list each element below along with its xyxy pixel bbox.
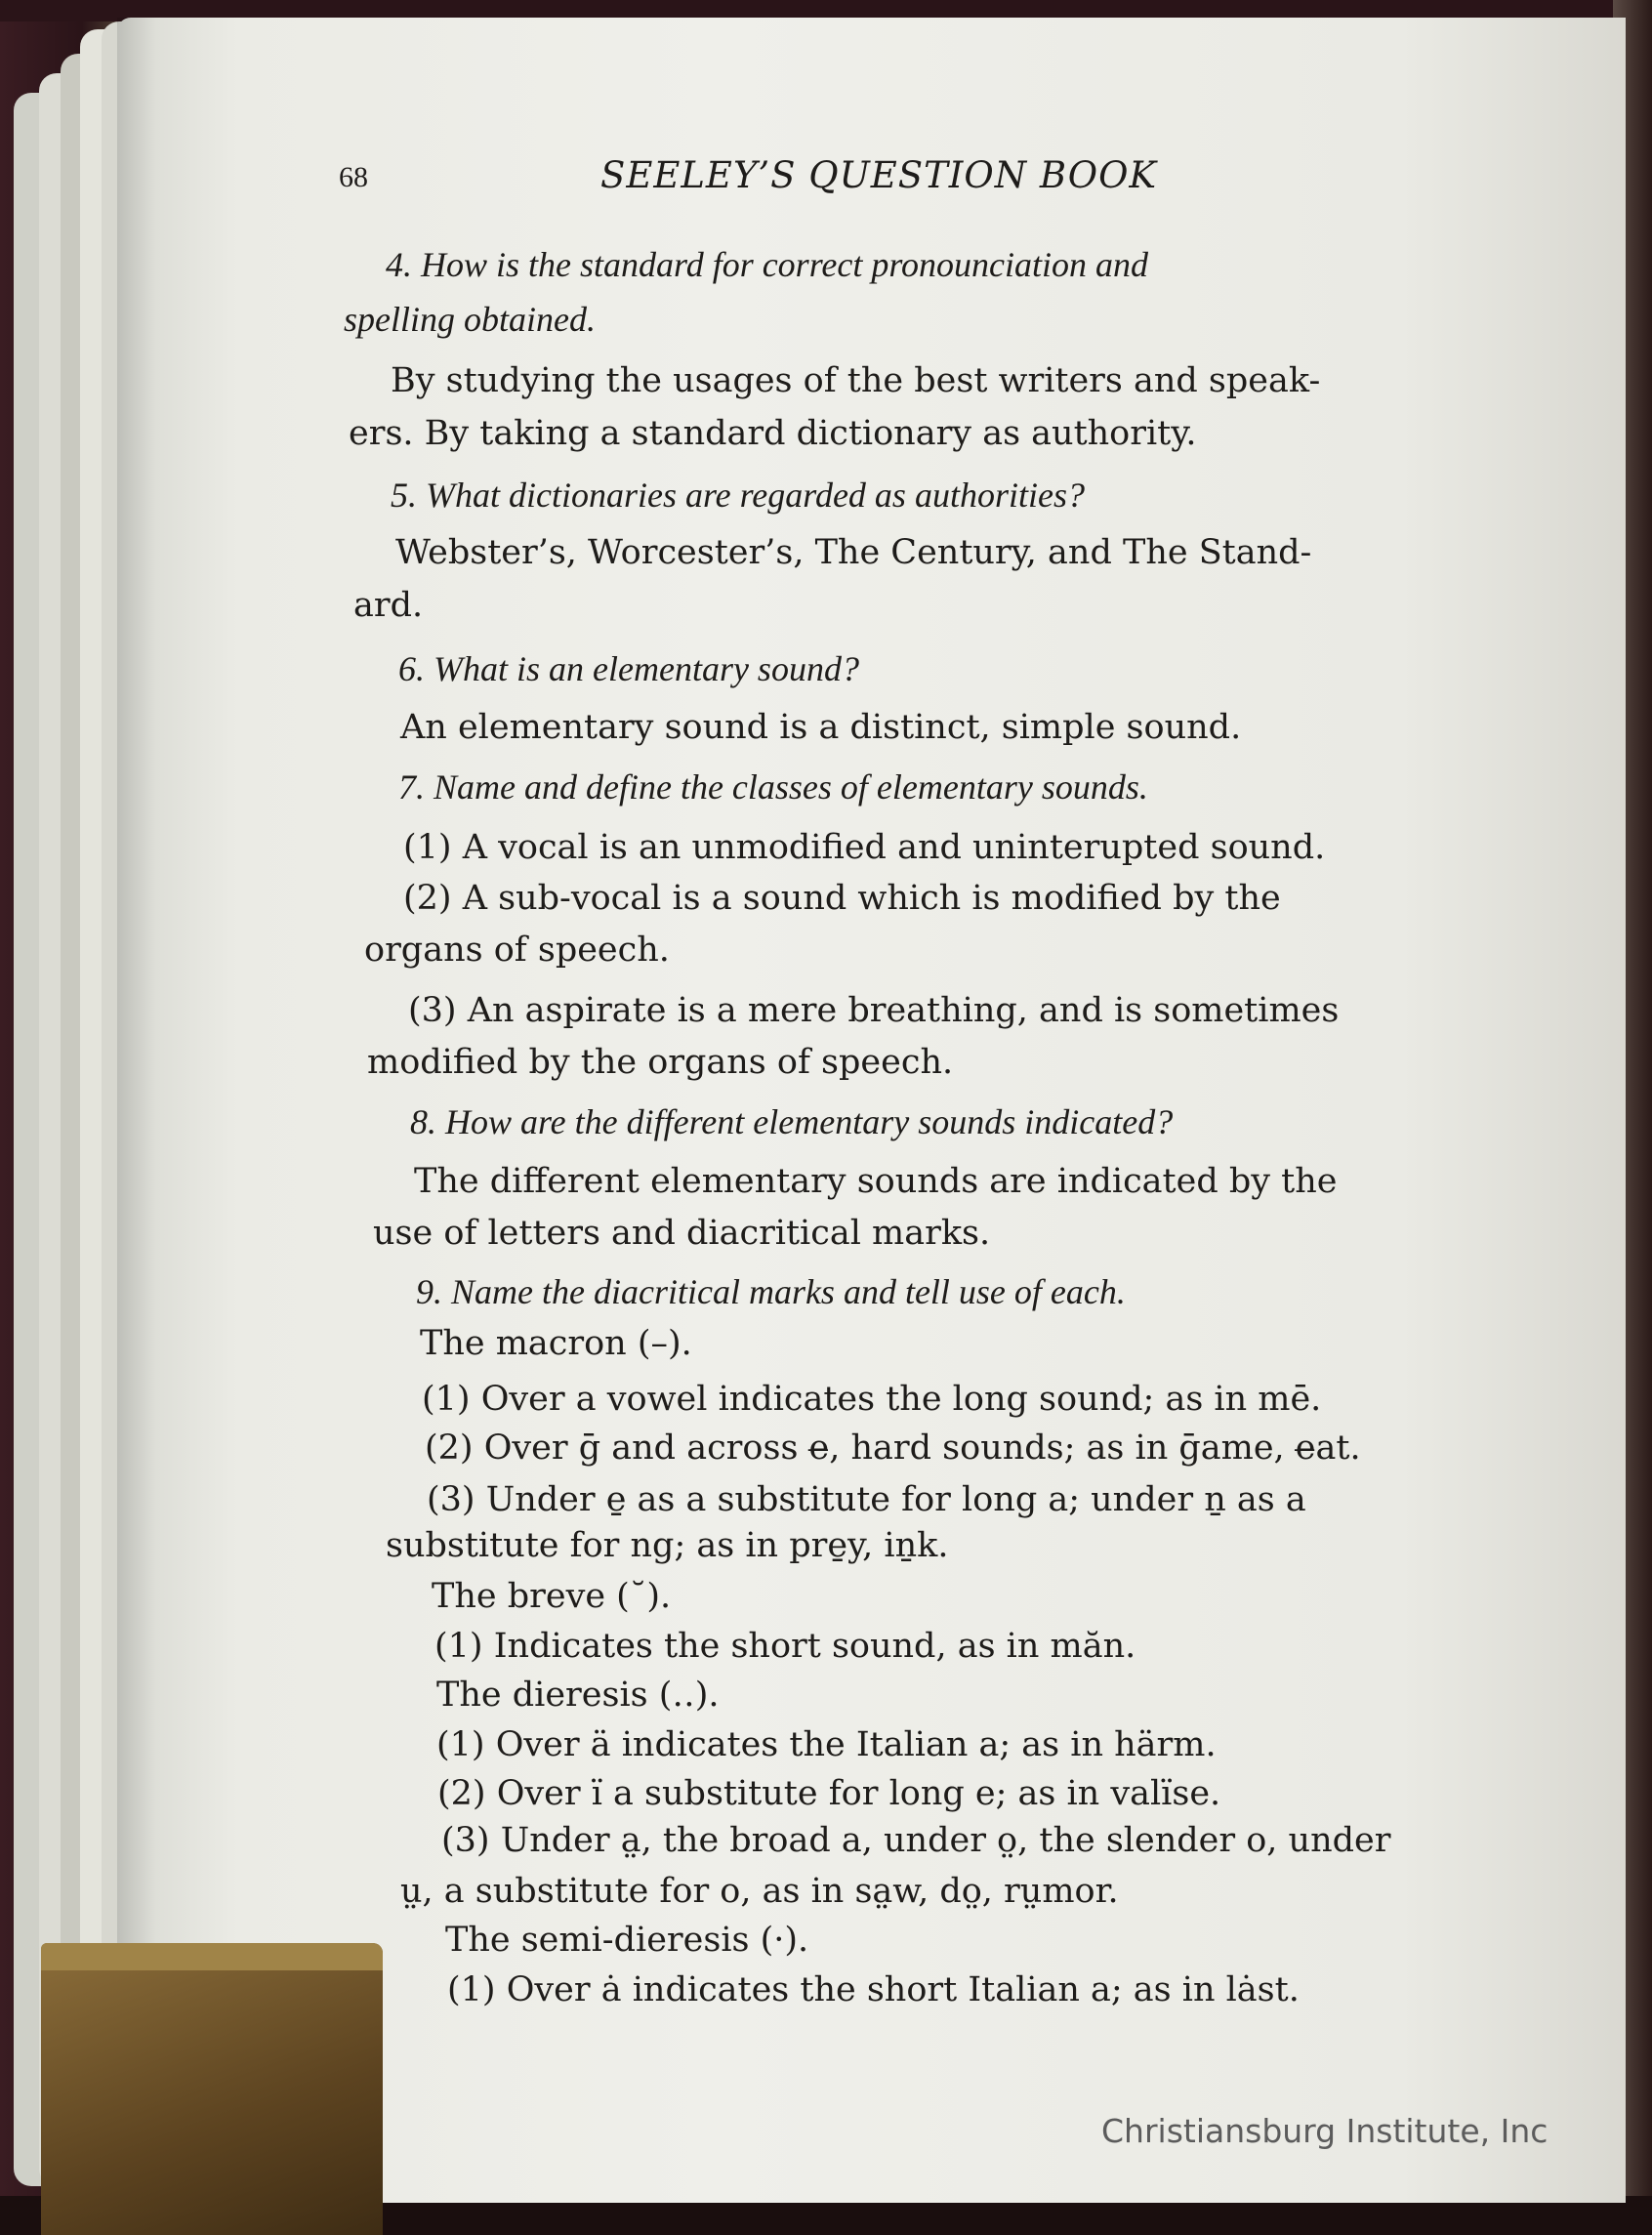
bookmark-block [41, 1943, 383, 2235]
answer-line: ard. [353, 586, 424, 625]
answer-line: ṳ, a substitute for o, as in sa̤w, do̤, rṳmor. [400, 1872, 1119, 1911]
answer-line: Webster’s, Worcester’s, The Century, and The Stand- [395, 533, 1312, 572]
answer-line: The breve (˘). [432, 1577, 672, 1616]
question-line: 5. What dictionaries are regarded as authorities? [391, 476, 1085, 515]
answer-line: (3) Under a̤, the broad a, under o̤, the slender o, under [441, 1821, 1391, 1860]
answer-line: By studying the usages of the best writers and speak- [391, 361, 1321, 400]
running-head: SEELEY’S QUESTION BOOK [600, 154, 1158, 196]
answer-line: (1) Over ä indicates the Italian a; as in härm. [436, 1725, 1217, 1764]
answer-line: organs of speech. [364, 931, 670, 970]
answer-line: (2) A sub-vocal is a sound which is modified by the [403, 879, 1281, 918]
answer-line: (1) Indicates the short sound, as in măn. [434, 1627, 1136, 1666]
answer-line: ers. By taking a standard dictionary as authority. [349, 414, 1197, 453]
answer-line: use of letters and diacritical marks. [373, 1214, 991, 1253]
answer-line: The dieresis (‥). [436, 1676, 720, 1715]
question-line: 4. How is the standard for correct pronounciation and [386, 245, 1148, 284]
answer-line: The semi-dieresis (·). [445, 1921, 809, 1960]
page-number: 68 [339, 161, 368, 193]
answer-line: The macron (–). [420, 1324, 692, 1363]
bookmark-block-top [41, 1943, 383, 1970]
page-shadow [117, 18, 156, 2203]
answer-line: (2) Over ï a substitute for long e; as in valïse. [437, 1774, 1221, 1813]
question-line: 6. What is an elementary sound? [398, 649, 859, 688]
answer-line: substitute for ng; as in pre̱y, iṉk. [386, 1526, 949, 1565]
answer-line: modified by the organs of speech. [367, 1043, 954, 1082]
question-line: 9. Name the diacritical marks and tell use of each. [416, 1272, 1126, 1311]
watermark: Christiansburg Institute, Inc [1101, 2112, 1549, 2150]
answer-line: (3) Under e̱ as a substitute for long a; under ṉ as a [427, 1480, 1306, 1519]
question-line: spelling obtained. [344, 300, 596, 339]
question-line: 7. Name and define the classes of elementary sounds. [398, 767, 1148, 807]
answer-line: The different elementary sounds are indicated by the [414, 1162, 1338, 1201]
answer-line: (1) A vocal is an unmodified and uninterupted sound. [403, 828, 1326, 867]
answer-line: (1) Over a vowel indicates the long sound; as in mē. [422, 1380, 1322, 1419]
answer-line: (2) Over ḡ and across e̶, hard sounds; as in ḡame, e̶at. [425, 1428, 1361, 1468]
answer-line: (3) An aspirate is a mere breathing, and is sometimes [408, 991, 1340, 1030]
answer-line: An elementary sound is a distinct, simple sound. [400, 708, 1242, 747]
answer-line: (1) Over ȧ indicates the short Italian a; as in lȧst. [447, 1970, 1300, 2009]
question-line: 8. How are the different elementary sounds indicated? [410, 1102, 1174, 1141]
